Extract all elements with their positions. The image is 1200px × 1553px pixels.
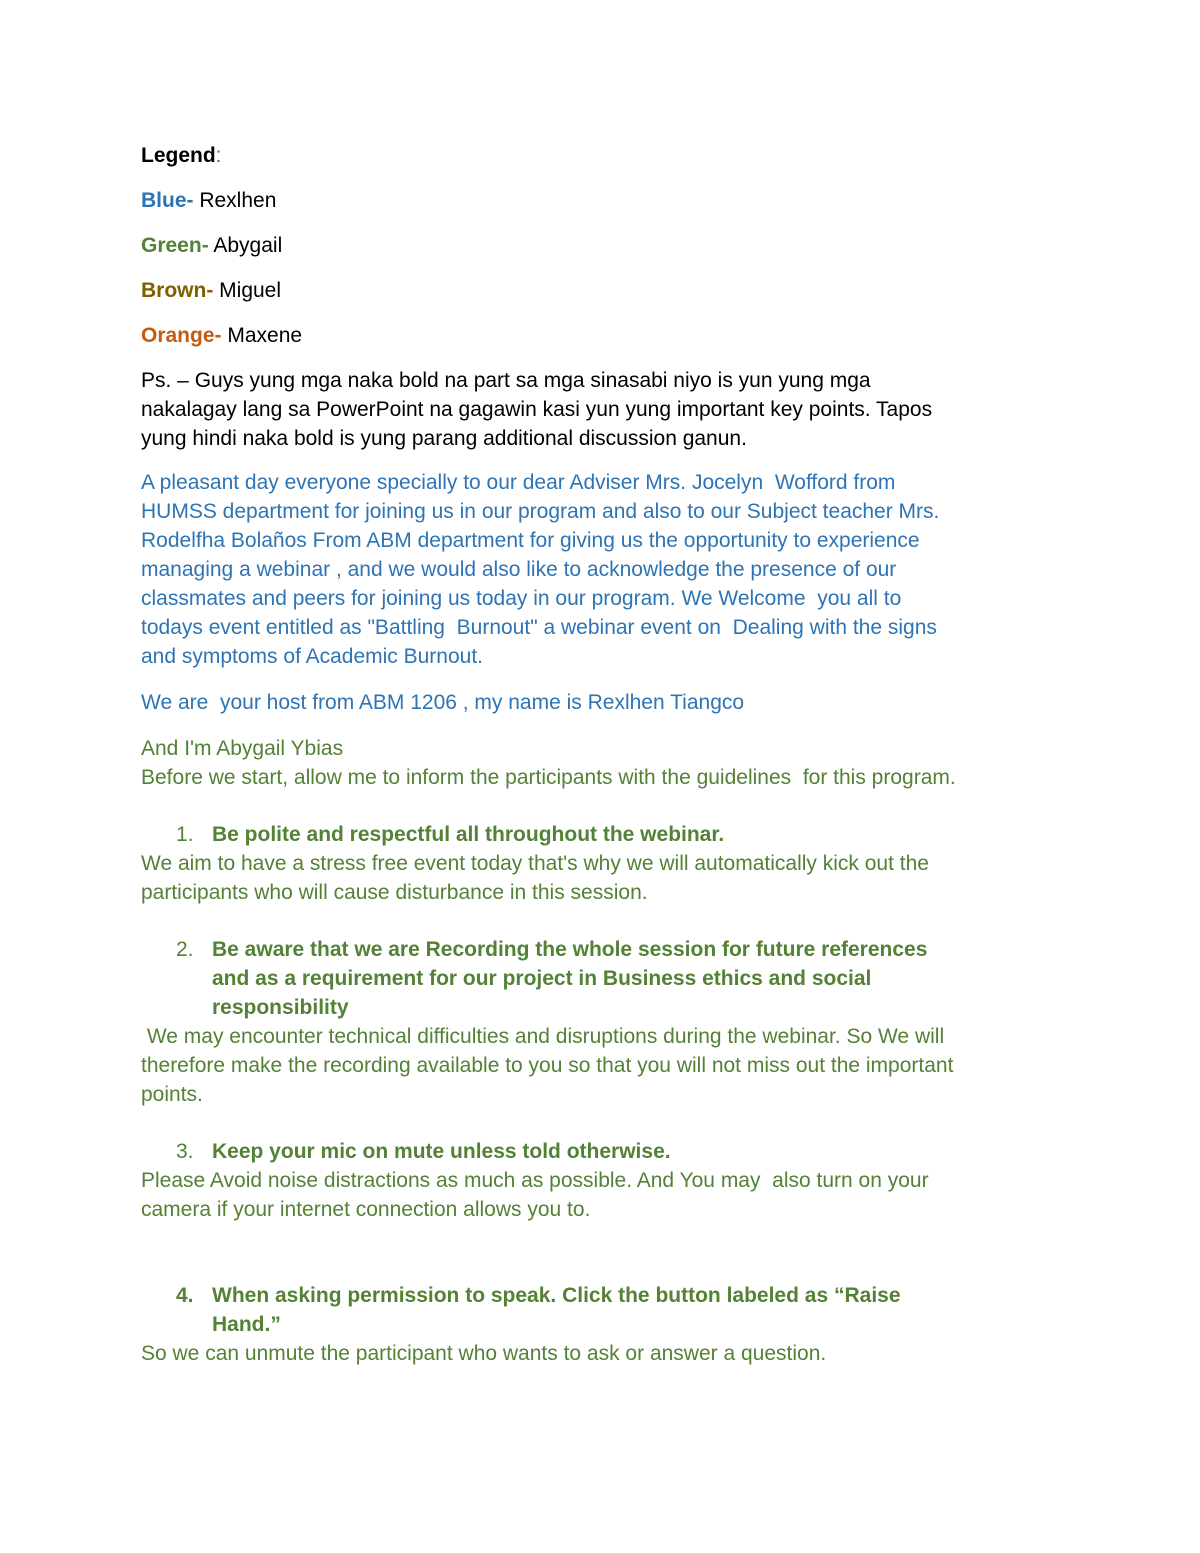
guideline-1	[141, 820, 1061, 849]
legend-key-green: Green-	[141, 234, 209, 257]
document-page	[141, 141, 1061, 1368]
welcome-line: and symptoms of Academic Burnout.	[141, 645, 483, 668]
guideline-desc-line: Please Avoid noise distractions as much as possible. And You may also turn on your	[141, 1169, 929, 1192]
legend-item-brown	[141, 276, 1061, 305]
guideline-4	[141, 1281, 1061, 1339]
guideline-desc-line: We aim to have a stress free event today that's why we will automatically kick out the	[141, 852, 929, 875]
legend-name-miguel: Miguel	[213, 279, 282, 302]
legend-key-blue: Blue-	[141, 189, 194, 212]
welcome-line: HUMSS department for joining us in our program and also to our Subject teacher Mrs.	[141, 500, 940, 523]
guideline-desc-line: So we can unmute the participant who wants to ask or answer a question.	[141, 1342, 827, 1365]
welcome-line: Rodelfha Bolaños From ABM department for giving us the opportunity to experience	[141, 529, 920, 552]
guideline-desc-line: therefore make the recording available to you so that you will not miss out the important	[141, 1054, 954, 1077]
legend-item-orange	[141, 321, 1061, 350]
legend-heading	[141, 141, 1061, 170]
guideline-4-description	[141, 1339, 1061, 1368]
guidelines-intro: Before we start, allow me to inform the participants with the guidelines for this program.	[141, 766, 956, 789]
guideline-desc-line: participants who will cause disturbance in this session.	[141, 881, 648, 904]
legend-key-brown: Brown-	[141, 279, 214, 302]
ps-line: yung hindi naka bold is yung parang additional discussion ganun.	[141, 427, 747, 450]
guideline-3	[141, 1137, 1061, 1166]
guideline-title: When asking permission to speak. Click the button labeled as “Raise	[212, 1284, 901, 1307]
ps-note	[141, 366, 1061, 453]
abygail-intro	[141, 734, 1061, 792]
host-intro: We are your host from ABM 1206 , my name is Rexlhen Tiangco	[141, 691, 745, 714]
guideline-desc-line: camera if your internet connection allows you to.	[141, 1198, 591, 1221]
guideline-number: 4.	[176, 1284, 194, 1307]
guideline-number: 3.	[176, 1140, 194, 1163]
guideline-3-description	[141, 1166, 1061, 1224]
guideline-title: Be aware that we are Recording the whole session for future references	[212, 938, 928, 961]
ps-line: nakalagay lang sa PowerPoint na gagawin kasi yun yung important key points. Tapos	[141, 398, 933, 421]
guideline-2	[141, 935, 1061, 1022]
guideline-desc-line: points.	[141, 1083, 203, 1106]
guideline-1-description	[141, 849, 1061, 907]
welcome-line: A pleasant day everyone specially to our dear Adviser Mrs. Jocelyn Wofford from	[141, 471, 896, 494]
welcome-line: classmates and peers for joining us today in our program. We Welcome you all to	[141, 587, 902, 610]
guideline-number: 2.	[176, 938, 194, 961]
legend-name-maxene: Maxene	[221, 324, 303, 347]
legend-name-rexlhen: Rexlhen	[193, 189, 277, 212]
guideline-title: and as a requirement for our project in Business ethics and social	[212, 967, 872, 990]
legend-item-green	[141, 231, 1061, 260]
guideline-desc-line: We may encounter technical difficulties and disruptions during the webinar. So We will	[141, 1025, 945, 1048]
abygail-name-line: And I'm Abygail Ybias	[141, 737, 344, 760]
welcome-paragraph	[141, 468, 1061, 671]
ps-line: Ps. – Guys yung mga naka bold na part sa mga sinasabi niyo is yun yung mga	[141, 369, 871, 392]
legend-colon: :	[215, 144, 222, 167]
guideline-title: Be polite and respectful all throughout the webinar.	[212, 823, 725, 846]
legend-name-abygail: Abygail	[208, 234, 283, 257]
welcome-line: managing a webinar , and we would also like to acknowledge the presence of our	[141, 558, 897, 581]
guideline-number: 1.	[176, 823, 194, 846]
guideline-title: Hand.”	[212, 1313, 281, 1336]
welcome-line: todays event entitled as "Battling Burnout" a webinar event on Dealing with the signs	[141, 616, 937, 639]
guideline-2-description	[141, 1022, 1061, 1109]
legend-key-orange: Orange-	[141, 324, 222, 347]
legend-item-blue	[141, 186, 1061, 215]
guideline-title: responsibility	[212, 996, 349, 1019]
legend-title: Legend	[141, 144, 216, 167]
guideline-title: Keep your mic on mute unless told otherwise.	[212, 1140, 671, 1163]
